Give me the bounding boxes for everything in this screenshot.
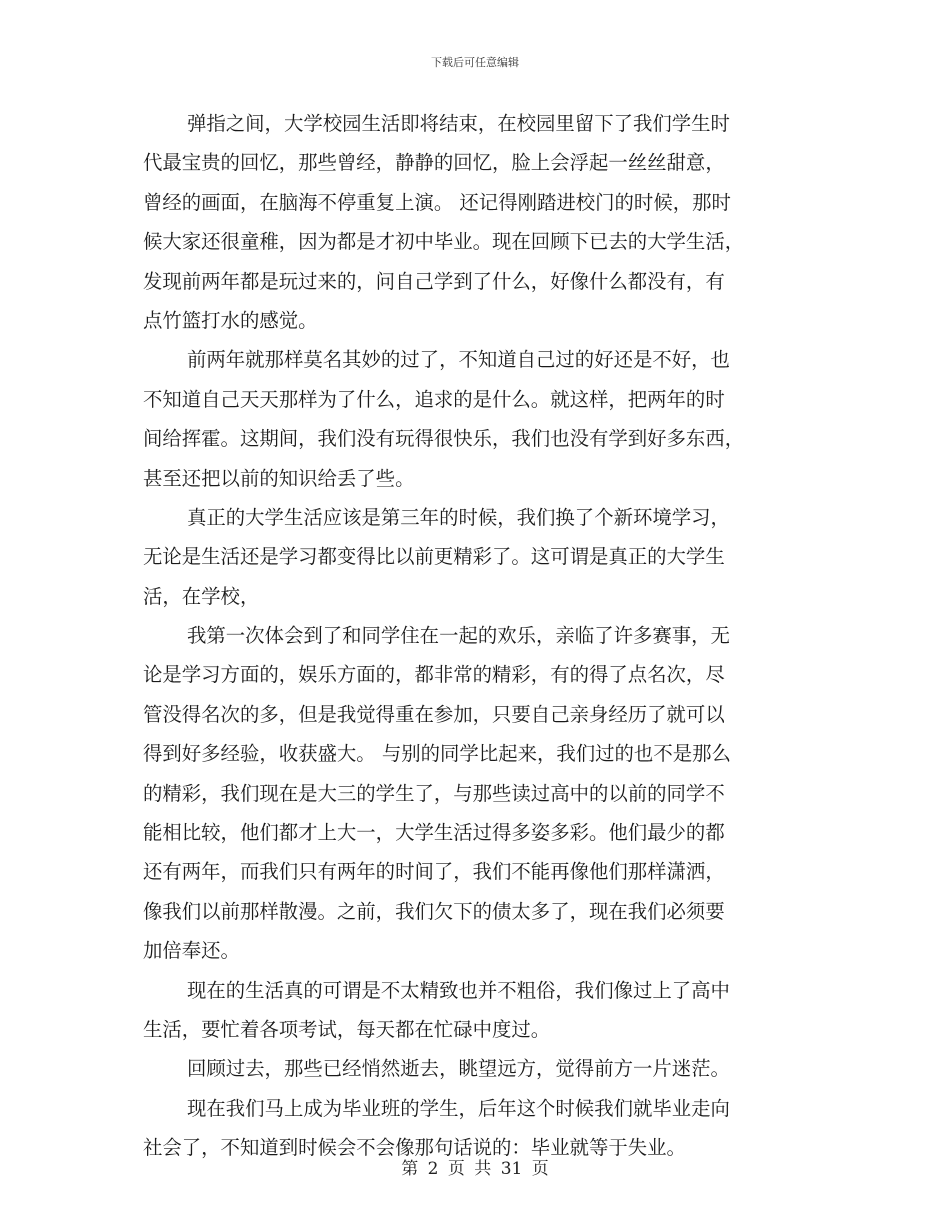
text-line: 弹指之间，大学校园生活即将结束，在校园里留下了我们学生时 [187,112,730,135]
page-number-footer: 第 2 页 共 31 页 [401,1159,549,1179]
text-line: 前两年就那样莫名其妙的过了，不知道自己过的好还是不好，也 [187,348,730,372]
text-line: 现在的生活真的可谓是不太精致也并不粗俗，我们像过上了高中 [187,978,730,1002]
text-line: 点竹篮打水的感觉。 [143,308,318,332]
text-line: 现在我们马上成为毕业班的学生，后年这个时候我们就毕业走向 [187,1096,730,1120]
text-line: 无论是生活还是学习都变得比以前更精彩了。这可谓是真正的大学生 [143,545,725,569]
page-header: 下载后可任意编辑 [431,56,519,69]
text-line: 回顾过去，那些已经悄然逝去，眺望远方，觉得前方一片迷茫。 [187,1057,730,1081]
text-line: 还有两年，而我们只有两年的时间了，我们不能再像他们那样潇洒， [143,860,725,884]
text-line: 我第一次体会到了和同学住在一起的欢乐，亲临了许多赛事，无 [187,624,730,648]
text-line: 候大家还很童稚，因为都是才初中毕业。现在回顾下已去的大学生活， [143,230,745,254]
text-line: 生活，要忙着各项考试，每天都在忙碌中度过。 [143,1017,551,1041]
text-line: 管没得名次的多，但是我觉得重在参加，只要自己亲身经历了就可以 [143,702,725,726]
text-line: 社会了，不知道到时候会不会像那句话说的：毕业就等于失业。 [143,1136,686,1160]
text-line: 曾经的画面，在脑海不停重复上演。 还记得刚踏进校门的时候，那时 [143,190,731,214]
text-line: 真正的大学生活应该是第三年的时候，我们换了个新环境学习， [187,505,730,529]
text-line: 不知道自己天天那样为了什么，追求的是什么。就这样，把两年的时 [143,387,725,411]
text-line: 的精彩，我们现在是大三的学生了，与那些读过高中的以前的同学不 [143,781,725,805]
text-line: 代最宝贵的回忆，那些曾经，静静的回忆，脸上会浮起一丝丝甜意， [143,151,725,175]
text-line: 得到好多经验，收获盛大。 与别的同学比起来，我们过的也不是那么 [143,742,731,766]
document-body [143,104,807,1168]
text-line: 像我们以前那样散漫。之前，我们欠下的债太多了，现在我们必须要 [143,899,725,923]
text-line: 发现前两年都是玩过来的，问自己学到了什么，好像什么都没有，有 [143,269,725,293]
text-line: 间给挥霍。这期间，我们没有玩得很快乐，我们也没有学到好多东西， [143,427,745,451]
text-line: 加倍奉还。 [143,939,240,963]
text-line: 活，在学校， [143,584,260,608]
text-line: 甚至还把以前的知识给丢了些。 [143,466,415,490]
text-line: 论是学习方面的，娱乐方面的，都非常的精彩，有的得了点名次，尽 [143,663,725,687]
text-line: 能相比较，他们都才上大一，大学生活过得多姿多彩。他们最少的都 [143,821,725,845]
